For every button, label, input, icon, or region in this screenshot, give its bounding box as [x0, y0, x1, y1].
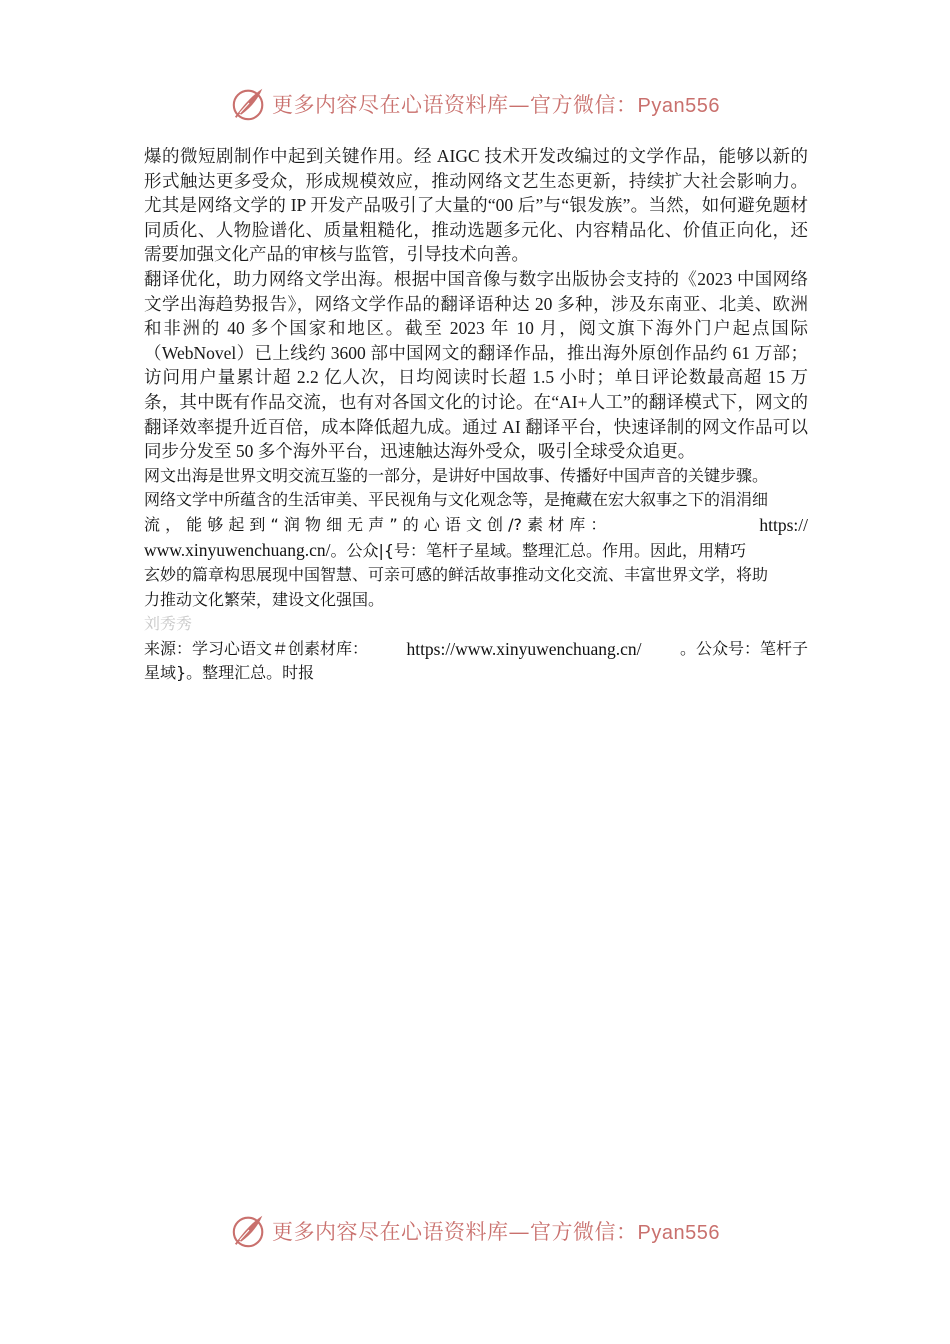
quill-pen-logo-icon: [230, 85, 268, 123]
paragraph-going-global: [144, 464, 808, 613]
quill-pen-logo-icon: [230, 1212, 268, 1250]
para3-line5: 玄妙的篇章构思展现中国智慧、可亲可感的鲜活故事推动文化交流、丰富世界文学，将助: [144, 565, 769, 585]
source-url: https://www.xinyuwenchuang.cn/: [406, 638, 642, 659]
source-suffix: 。公众号：笔杆子: [679, 638, 808, 658]
source-url-part2: www.xinyuwenchuang.cn/: [144, 539, 331, 560]
footer-wechat-id: Pyan556: [637, 1222, 720, 1244]
source-line1: [144, 637, 808, 662]
header-banner: [0, 84, 950, 124]
para3-line1: 网文出海是世界文明交流互鉴的一部分，是讲好中国故事、传播好中国声音的关键步骤。: [144, 465, 769, 485]
header-banner-text: 更多内容尽在心语资料库—官方微信：Pyan556: [272, 93, 720, 117]
para3-line6: 力推动文化繁荣，建设文化强国。: [144, 589, 385, 609]
paragraph-translation: 翻译优化，助力网络文学出海。根据中国音像与数字出版协会支持的《2023 中国网络文学出海趋势报告》，网络文学作品的翻译语种达 20 多种，涉及东南亚、北美、欧洲和非洲的 40 多个国家和地区。截至 2023 年 10 月，阅文旗下海外门户起点国际（WebNovel）已上线约 3600 部中国网文的翻译作品，推出海外原创作品约 61 万部；访问用户量累计超 2.2 亿人次，日均阅读时长超 1.5 小时；单日评论数最高超 15 万条，其中既有作品交流，也有对各国文化的讨论。在“AI+人工”的翻译模式下，网文的翻译效率提升近百倍，成本降低超九成。通过 AI 翻译平台，快速译制的网文作品可以同步分发至 50 多个海外平台，迅速触达海外受众，吸引全球受众追更。: [144, 268, 808, 462]
header-wechat-id: Pyan556: [637, 95, 720, 117]
para3-line4-text: 。公众|{号：笔杆子星域。整理汇总。作用。因此，用精巧: [330, 540, 747, 560]
author-signature: 刘秀秀: [144, 614, 193, 634]
paragraph-aigc: 爆的微短剧制作中起到关键作用。经 AIGC 技术开发改编过的文学作品，能够以新的形式触达更多受众，形成规模效应，推动网络文艺生态更新，持续扩大社会影响力。尤其是网络文学的 IP 开发产品吸引了大量的“00 后”与“银发族”。当然，如何避免题材同质化、人物脸谱化、质量粗糙化，推动选题多元化、内容精品化、价值正向化，还需要加强文化产品的审核与监管，引导技术向善。: [144, 146, 808, 265]
para3-line2: 网络文学中所蕴含的生活审美、平民视角与文化观念等，是掩藏在宏大叙事之下的涓涓细: [144, 490, 769, 510]
para3-line3: [144, 513, 808, 538]
footer-banner: [0, 1211, 950, 1251]
source-prefix: 来源：学习心语文＃创素材库：: [144, 638, 369, 658]
source-url-part1: https://: [759, 514, 808, 535]
footer-banner-text: 更多内容尽在心语资料库—官方微信：Pyan556: [272, 1220, 720, 1244]
source-line2: 星域}。整理汇总。时报: [144, 663, 315, 683]
para3-line3-text: 流 ， 能 够 起 到 “ 润 物 细 无 声 ” 的 心 语 文 创 /? 素 材 库 ：: [144, 514, 607, 534]
source-note: [144, 637, 808, 686]
para3-line4: [144, 538, 808, 564]
article-body: [144, 144, 808, 686]
